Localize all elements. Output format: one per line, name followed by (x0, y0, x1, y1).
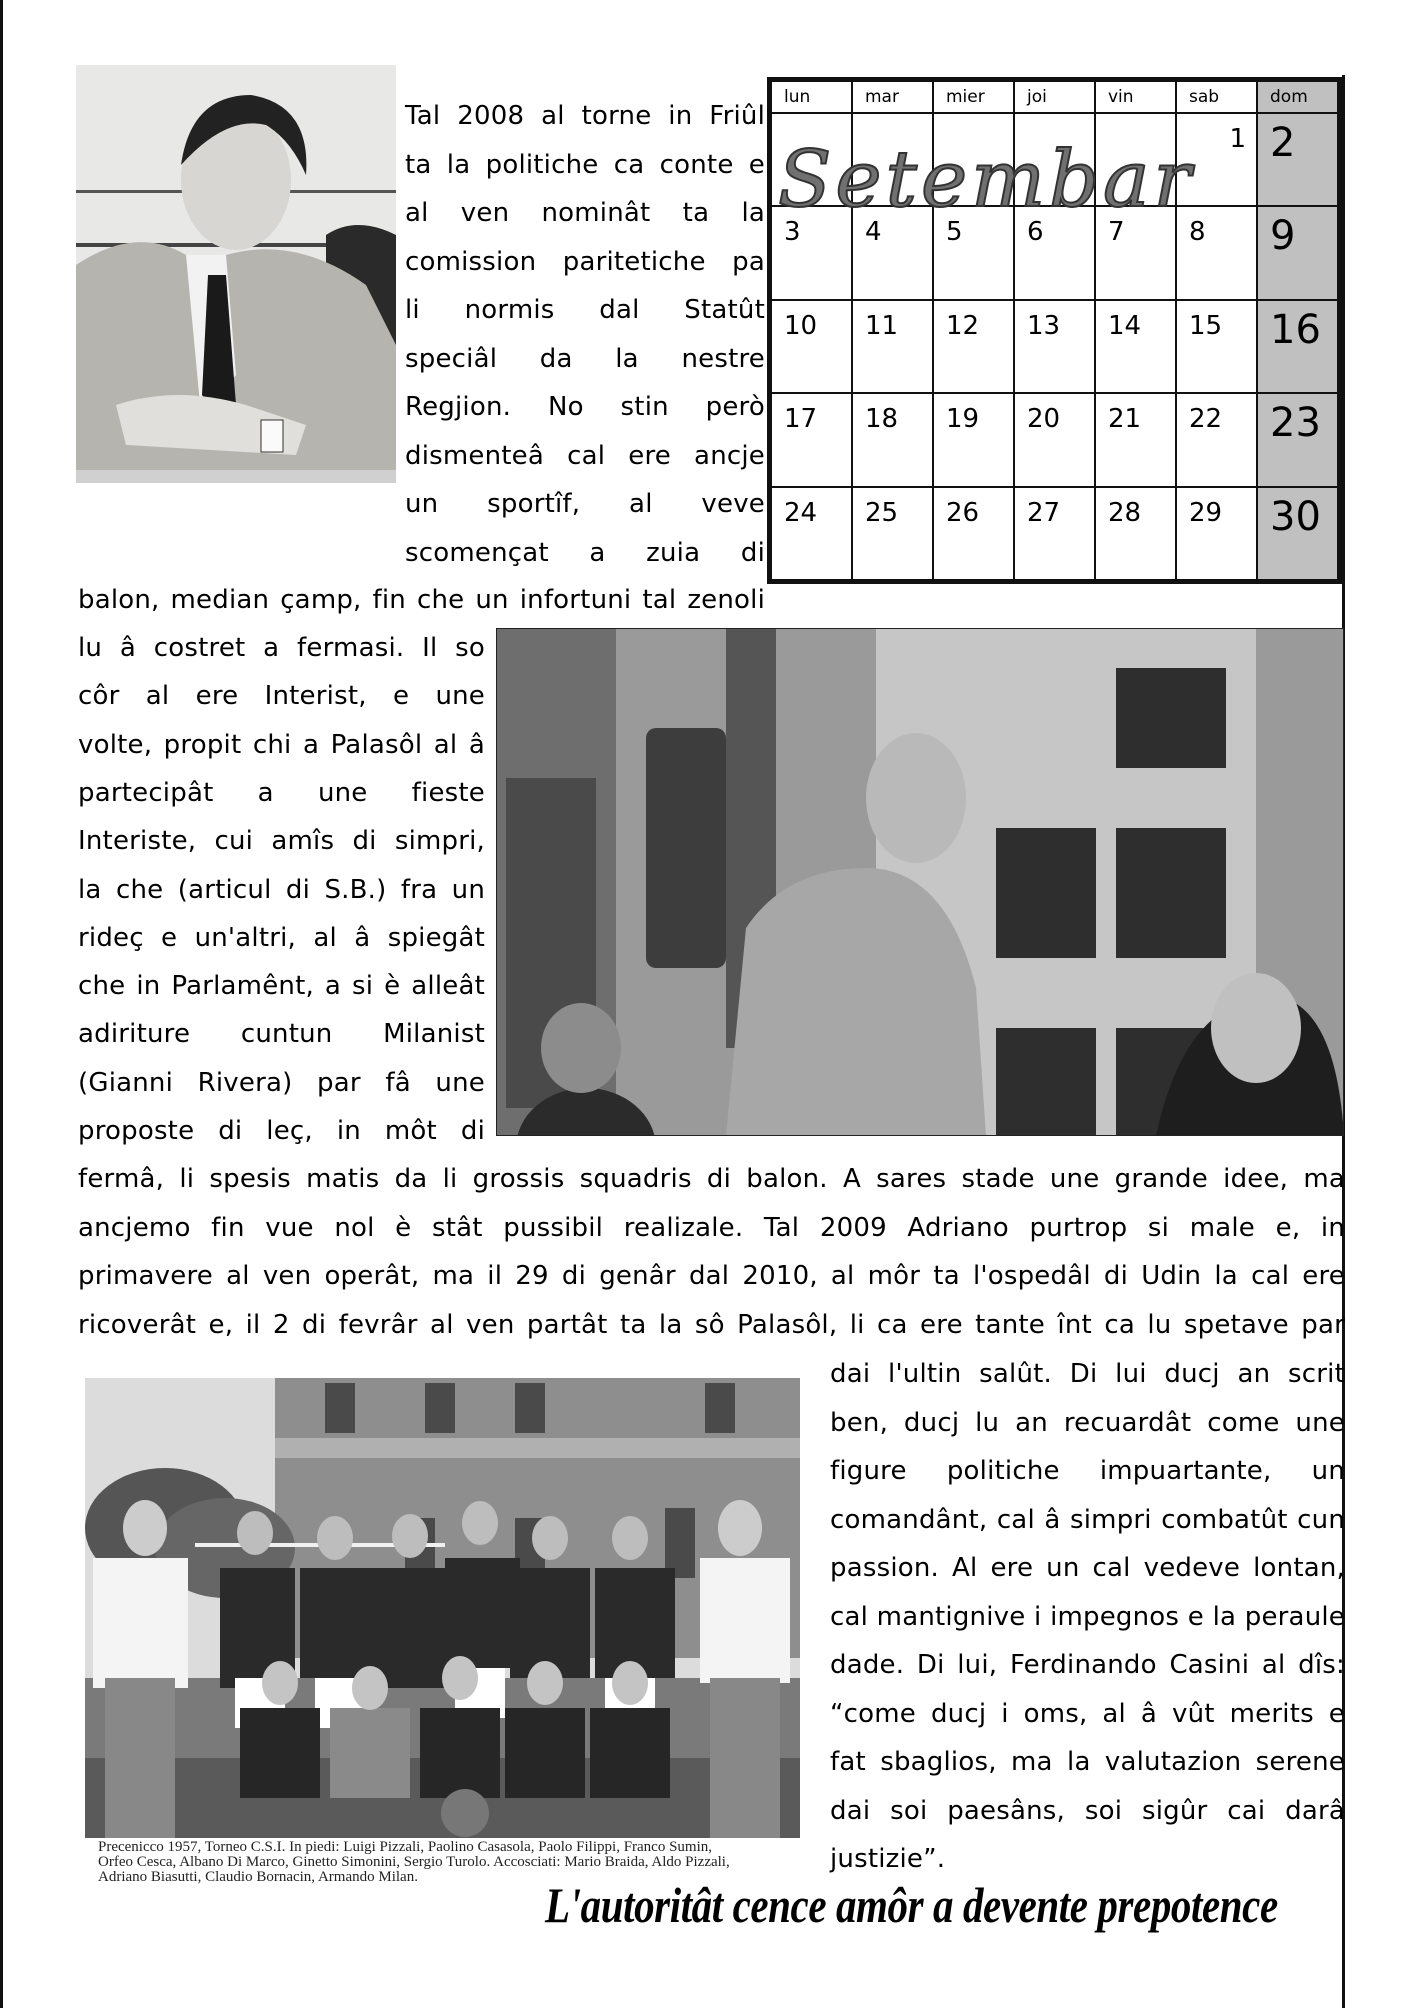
article-line: al ven nominât ta la (405, 198, 765, 228)
article-line: scomençat a zuia di (405, 537, 765, 568)
article-line: (Gianni Rivera) par fâ une (78, 1067, 485, 1098)
calendar-day (771, 113, 852, 206)
calendar-day: 11 (852, 300, 933, 393)
article-line: fermâ, li spesis matis da li grossis squadris di balon. A sares stade une grande idee, ma (78, 1164, 1345, 1194)
article-line: Regjion. No stin però (405, 392, 765, 422)
calendar-day-sunday: 2 (1257, 113, 1338, 206)
weekday-header: lun (771, 81, 852, 113)
party-photo (496, 628, 1344, 1136)
calendar-day-sunday: 16 (1257, 300, 1338, 393)
team-photo (85, 1378, 800, 1838)
calendar-day: 24 (771, 487, 852, 580)
article-line: ta la politiche ca conte e (405, 149, 765, 180)
article-line: li normis dal Statût (405, 295, 765, 325)
article-line: cal mantignive i impegnos e la peraule (830, 1601, 1345, 1632)
article-line: dai l'ultin salût. Di lui ducj an scrit (830, 1359, 1345, 1389)
calendar-day: 19 (933, 393, 1014, 486)
article-line: “come ducj i oms, al â vût merits e (830, 1698, 1345, 1729)
calendar-day-sunday: 23 (1257, 393, 1338, 486)
weekday-header: joi (1014, 81, 1095, 113)
calendar-day: 22 (1176, 393, 1257, 486)
article-line: rideç e un'altri, al â spiegât (78, 922, 485, 953)
weekday-header: vin (1095, 81, 1176, 113)
caption-line: Orfeo Cesca, Albano Di Marco, Ginetto Simonini, Sergio Turolo. Accosciati: Mario Braida, Aldo Pizzali, (98, 1854, 730, 1870)
calendar-day (933, 113, 1014, 206)
caption-line: Precenicco 1957, Torneo C.S.I. In piedi: Luigi Pizzali, Paolino Casasola, Paolo Filippi, Franco Sumin, (98, 1839, 713, 1855)
calendar-day: 1 (1176, 113, 1257, 206)
article-line: dai soi paesâns, soi sigûr cai darâ (830, 1795, 1345, 1826)
calendar-day: 17 (771, 393, 852, 486)
calendar-day: 13 (1014, 300, 1095, 393)
weekday-header: mier (933, 81, 1014, 113)
article-line: la che (articul di S.B.) fra un (78, 874, 485, 905)
calendar-day: 15 (1176, 300, 1257, 393)
article-line: passion. Al ere un cal vedeve lontan, (830, 1553, 1345, 1583)
calendar-day: 14 (1095, 300, 1176, 393)
article-line: primavere al ven operât, ma il 29 di genâr dal 2010, al môr ta l'ospedâl di Udin la cal ere (78, 1261, 1345, 1291)
article-line: ricoverât e, il 2 di fevrâr al ven partât ta la sô Palasôl, li ca ere tante înt ca lu spetave par (78, 1309, 1345, 1340)
calendar-week (771, 300, 1338, 393)
article-line: comandânt, cal â simpri combatût cun (830, 1504, 1345, 1535)
article-line: speciâl da la nestre (405, 343, 765, 374)
calendar-day: 21 (1095, 393, 1176, 486)
article-line: adiriture cuntun Milanist (78, 1019, 485, 1050)
article-line: proposte di leç, in môt di (78, 1116, 485, 1146)
article-line: che in Parlamênt, a si è alleât (78, 971, 485, 1002)
article-line: figure politiche impuartante, un (830, 1456, 1345, 1486)
article-line: justizie”. (830, 1844, 946, 1874)
calendar-day: 12 (933, 300, 1014, 393)
portrait-photo (76, 65, 396, 483)
article-line: ancjemo fin vue nol è stât pussibil realizale. Tal 2009 Adriano purtrop si male e, in (78, 1212, 1345, 1243)
calendar-day: 27 (1014, 487, 1095, 580)
article-line: ben, ducj lu an recuardât come une (830, 1407, 1345, 1438)
calendar-day: 8 (1176, 206, 1257, 299)
calendar-day: 5 (933, 206, 1014, 299)
article-line: dismenteâ cal ere ancje (405, 440, 765, 471)
article-line: lu â costret a fermasi. Il so (78, 633, 485, 663)
caption-line: Adriano Biasutti, Claudio Bornacin, Armando Milan. (98, 1869, 418, 1885)
calendar-day: 10 (771, 300, 852, 393)
article-line: volte, propit chi a Palasôl al â (78, 729, 485, 760)
calendar-day (852, 113, 933, 206)
calendar-day: 4 (852, 206, 933, 299)
calendar-day: 20 (1014, 393, 1095, 486)
calendar-day-sunday: 30 (1257, 487, 1338, 580)
article-line: côr al ere Interist, e une (78, 681, 485, 712)
article-line: balon, median çamp, fin che un infortuni tal zenoli (78, 585, 765, 615)
motto: L'autoritât cence amôr a devente prepotence (545, 1877, 1278, 1933)
calendar-day: 29 (1176, 487, 1257, 580)
weekday-header: sab (1176, 81, 1257, 113)
calendar-day (1095, 113, 1176, 206)
article-line: fat sbaglios, ma la valutazion serene (830, 1747, 1345, 1777)
calendar-day: 7 (1095, 206, 1176, 299)
calendar-week (771, 113, 1338, 206)
calendar-day: 26 (933, 487, 1014, 580)
calendar-day: 25 (852, 487, 933, 580)
weekday-header-sunday: dom (1257, 81, 1338, 113)
calendar-week (771, 487, 1338, 580)
calendar (767, 77, 1342, 584)
calendar-grid (770, 80, 1339, 581)
month-title: Setembar (778, 135, 1195, 225)
page-edge-left (0, 0, 3, 2008)
calendar-day: 28 (1095, 487, 1176, 580)
calendar-day-sunday: 9 (1257, 206, 1338, 299)
article-line: un sportîf, al veve (405, 489, 765, 519)
calendar-day: 18 (852, 393, 933, 486)
calendar-week (771, 206, 1338, 299)
weekday-header: mar (852, 81, 933, 113)
article-line: dade. Di lui, Ferdinando Casini al dîs: (830, 1650, 1345, 1680)
calendar-day: 6 (1014, 206, 1095, 299)
article-line: comission paritetiche pa (405, 246, 765, 277)
calendar-day (1014, 113, 1095, 206)
calendar-week (771, 393, 1338, 486)
article-line: Interiste, cui amîs di simpri, (78, 826, 485, 857)
article-line: partecipât a une fieste (78, 777, 485, 808)
article-line: Tal 2008 al torne in Friûl (405, 101, 765, 131)
calendar-day: 3 (771, 206, 852, 299)
